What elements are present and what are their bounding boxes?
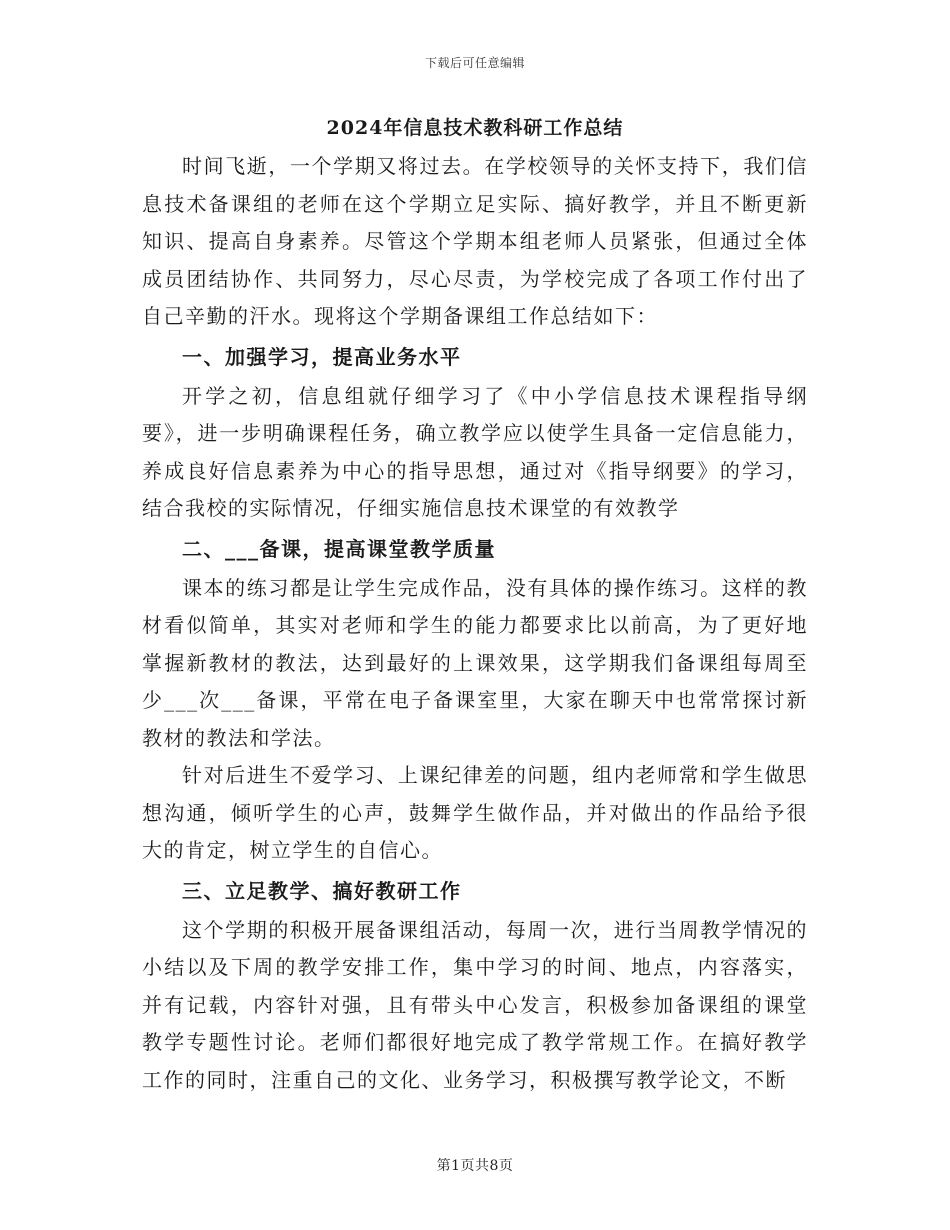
section-1-heading: 一、加强学习，提高业务水平	[182, 344, 462, 369]
document-title: 2024年信息技术教科研工作总结	[326, 117, 624, 139]
document-body	[142, 110, 808, 1099]
section-1-paragraph-1: 开学之初，信息组就仔细学习了《中小学信息技术课程指导纲要》，进一步明确课程任务，确立教学应以使学生具备一定信息能力，养成良好信息素养为中心的指导思想，通过对《指导纲要》的学习，结合我校的实际情况，仔细实施信息技术课堂的有效教学	[142, 383, 808, 520]
section-3-paragraph-1: 这个学期的积极开展备课组活动，每周一次，进行当周教学情况的小结以及下周的教学安排工作，集中学习的时间、地点，内容落实，并有记载，内容针对强，且有带头中心发言，积极参加备课组的课堂教学专题性讨论。老师们都很好地完成了教学常规工作。在搞好教学工作的同时，注重自己的文化、业务学习，积极撰写教学论文，不断	[142, 917, 808, 1092]
section-2-paragraph-1: 课本的练习都是让学生完成作品，没有具体的操作练习。这样的教材看似简单，其实对老师和学生的能力都要求比以前高，为了更好地掌握新教材的教法，达到最好的上课效果，这学期我们备课组每周至少___次___备课，平常在电子备课室里，大家在聊天中也常常探讨新教材的教法和学法。	[142, 575, 808, 750]
intro-paragraph: 时间飞逝，一个学期又将过去。在学校领导的关怀支持下，我们信息技术备课组的老师在这个学期立足实际、搞好教学，并且不断更新知识、提高自身素养。尽管这个学期本组老师人员紧张，但通过全体成员团结协作、共同努力，尽心尽责，为学校完成了各项工作付出了自己辛勤的汗水。现将这个学期备课组工作总结如下：	[142, 154, 808, 328]
header-note: 下载后可任意编辑	[424, 56, 525, 70]
section-2-paragraph-2: 针对后进生不爱学习、上课纪律差的问题，组内老师常和学生做思想沟通，倾听学生的心声，鼓舞学生做作品，并对做出的作品给予很大的肯定，树立学生的自信心。	[142, 763, 808, 862]
page-number: 第1页共8页	[436, 1158, 514, 1174]
section-3-heading: 三、立足教学、搞好教研工作	[182, 878, 462, 903]
section-2-heading: 二、___备课，提高课堂教学质量	[182, 536, 496, 561]
